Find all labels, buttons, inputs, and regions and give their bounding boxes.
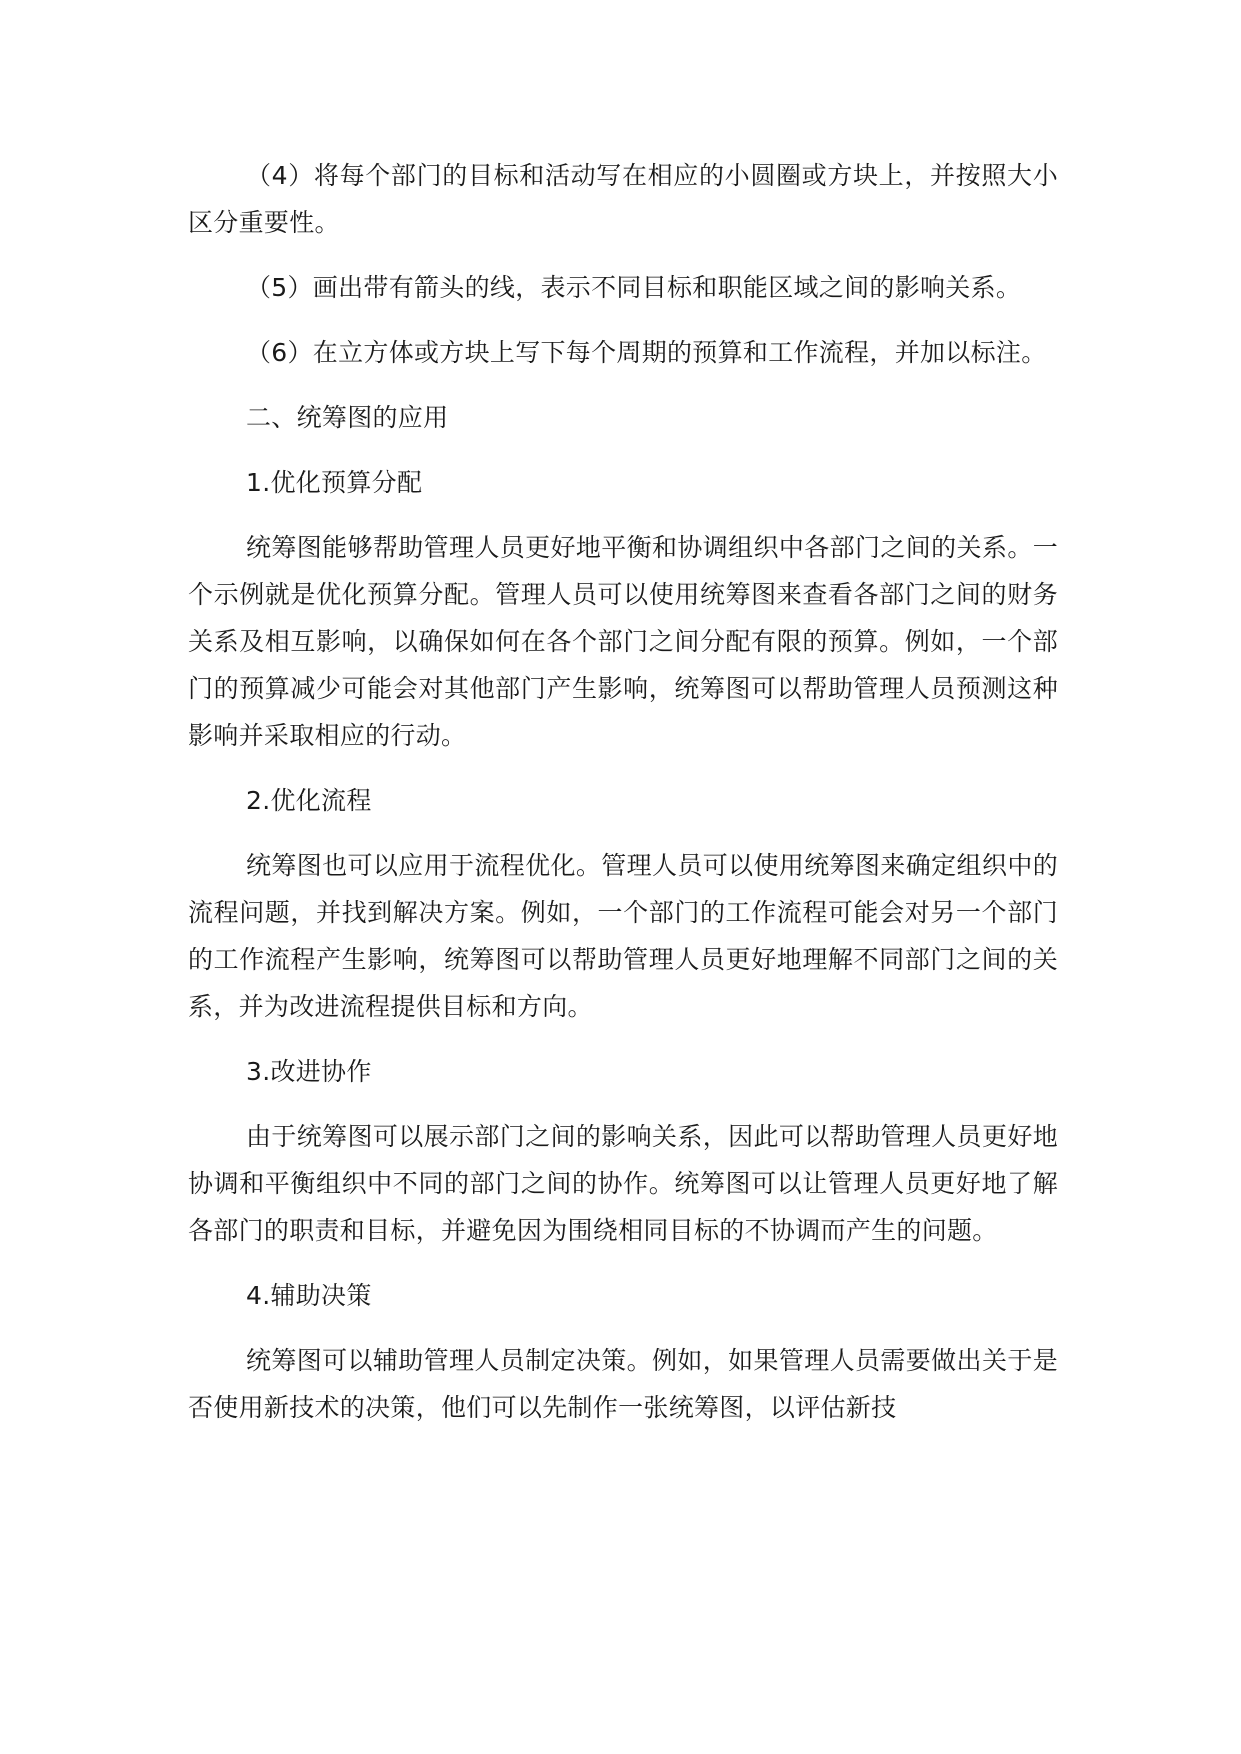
subheading-budget: 1.优化预算分配: [246, 468, 423, 497]
subheading-process: 2.优化流程: [246, 786, 372, 815]
step-6-paragraph: （6）在立方体或方块上写下每个周期的预算和工作流程，并加以标注。: [246, 338, 1047, 367]
section-heading: 二、统筹图的应用: [246, 403, 449, 432]
document-body: [188, 152, 1058, 1449]
budget-paragraph: 统筹图能够帮助管理人员更好地平衡和协调组织中各部门之间的关系。一个示例就是优化预算分配。管理人员可以使用统筹图来查看各部门之间的财务关系及相互影响，以确保如何在各个部门之间分配有限的预算。例如，一个部门的预算减少可能会对其他部门产生影响，统筹图可以帮助管理人员预测这种影响并采取相应的行动。: [188, 533, 1058, 750]
step-4-paragraph: （4）将每个部门的目标和活动写在相应的小圆圈或方块上，并按照大小区分重要性。: [188, 161, 1058, 237]
step-5-paragraph: （5）画出带有箭头的线，表示不同目标和职能区域之间的影响关系。: [246, 273, 1022, 302]
decision-paragraph: 统筹图可以辅助管理人员制定决策。例如，如果管理人员需要做出关于是否使用新技术的决策，他们可以先制作一张统筹图，以评估新技: [188, 1346, 1058, 1422]
collaboration-paragraph: 由于统筹图可以展示部门之间的影响关系，因此可以帮助管理人员更好地协调和平衡组织中不同的部门之间的协作。统筹图可以让管理人员更好地了解各部门的职责和目标，并避免因为围绕相同目标的不协调而产生的问题。: [188, 1122, 1058, 1245]
subheading-collaboration: 3.改进协作: [246, 1057, 372, 1086]
process-paragraph: 统筹图也可以应用于流程优化。管理人员可以使用统筹图来确定组织中的流程问题，并找到解决方案。例如，一个部门的工作流程可能会对另一个部门的工作流程产生影响，统筹图可以帮助管理人员更好地理解不同部门之间的关系，并为改进流程提供目标和方向。: [188, 851, 1058, 1021]
subheading-decision: 4.辅助决策: [246, 1281, 372, 1310]
